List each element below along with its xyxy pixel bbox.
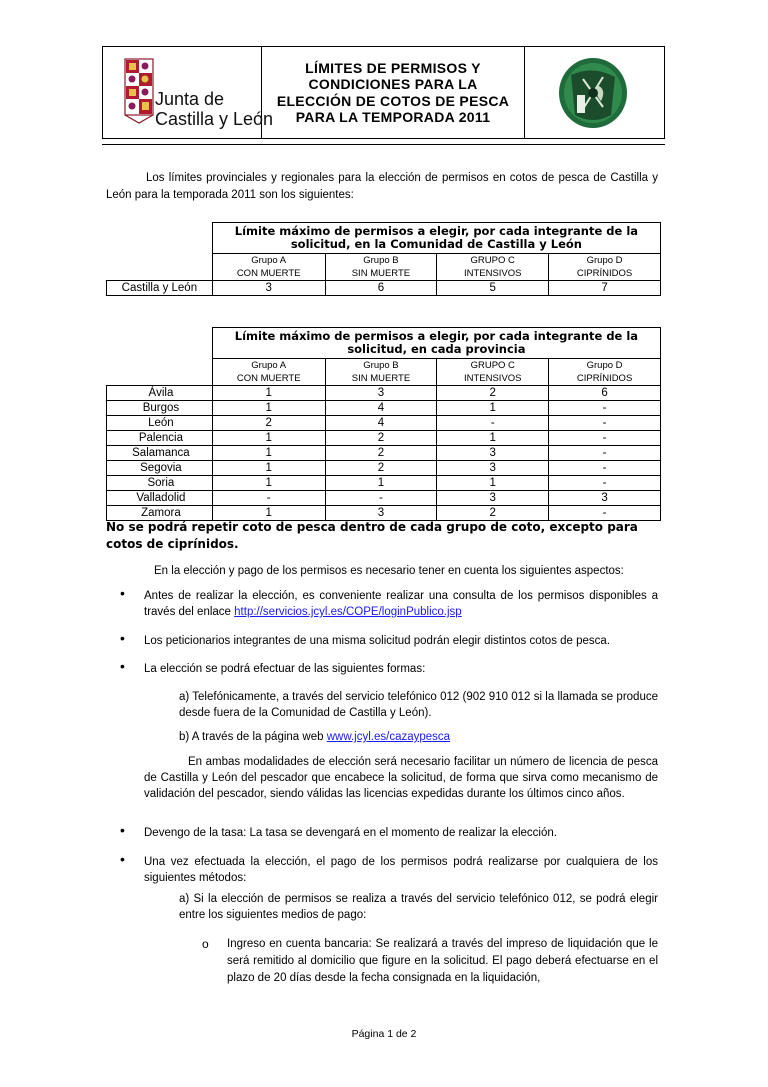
header-divider: [102, 144, 665, 145]
cazaypesca-link[interactable]: www.jcyl.es/cazaypesca: [326, 731, 451, 743]
group-header: Grupo B SIN MUERTE: [325, 254, 437, 281]
empty-cell: [107, 223, 213, 254]
bullet-item: Antes de realizar la elección, es conveniente realizar una consulta de los permisos disponibles a través del enlace http://servicios.jcyl.es/COPE/loginPublico.jsp: [144, 590, 658, 618]
fishing-emblem-icon: [553, 55, 633, 131]
title-line: LÍMITES DE PERMISOS Y: [305, 59, 481, 76]
province-name: Ávila: [107, 386, 213, 401]
table-cell: 1: [212, 476, 325, 491]
table-cell: -: [549, 431, 661, 446]
province-name: Burgos: [107, 401, 213, 416]
table-cell: 6: [325, 281, 437, 296]
bullet-icon: •: [120, 658, 125, 674]
bullet-item: Una vez efectuada la elección, el pago de los permisos podrá realizarse por cualquiera de los siguientes métodos:: [144, 856, 658, 884]
table-cell: 1: [437, 431, 549, 446]
table-cell: 2: [437, 386, 549, 401]
table-cell: 3: [212, 281, 325, 296]
logo-line1: Junta de: [155, 89, 225, 109]
intro-paragraph: [106, 170, 658, 204]
table-cell: 3: [325, 386, 437, 401]
bullet-item: La elección se podrá efectuar de las siguientes formas:: [144, 663, 426, 675]
emblem-cell: [525, 47, 664, 138]
table-cell: -: [549, 401, 661, 416]
table-row: [107, 281, 661, 296]
regional-limits-table: [106, 222, 661, 296]
table-cell: 1: [212, 401, 325, 416]
title-line: PARA LA TEMPORADA 2011: [295, 109, 491, 125]
table-cell: 4: [325, 401, 437, 416]
provincial-table-heading: Límite máximo de permisos a elegir, por cada integrante de la solicitud, en cada provincia: [212, 328, 660, 359]
table-row: [107, 461, 661, 476]
table-cell: 1: [325, 476, 437, 491]
regional-table-heading: Límite máximo de permisos a elegir, por cada integrante de la solicitud, en la Comunidad de Castilla y León: [212, 223, 660, 254]
province-name: Valladolid: [107, 491, 213, 506]
table-cell: 7: [549, 281, 661, 296]
table-cell: -: [549, 461, 661, 476]
table-cell: 3: [325, 506, 437, 521]
repeat-note: No se podrá repetir coto de pesca dentro de cada grupo de coto, excepto para cotos de ciprínidos.: [106, 520, 638, 551]
empty-cell: [107, 359, 213, 386]
castle-lion-shield-icon: [123, 57, 155, 127]
document-header: [102, 46, 665, 139]
group-header: GRUPO C INTENSIVOS: [437, 254, 549, 281]
table-cell: 2: [325, 461, 437, 476]
province-name: Zamora: [107, 506, 213, 521]
table-cell: 1: [437, 401, 549, 416]
table-cell: 2: [325, 431, 437, 446]
table-cell: 2: [212, 416, 325, 431]
table-row: [107, 401, 661, 416]
table-cell: 2: [437, 506, 549, 521]
table-cell: 1: [212, 446, 325, 461]
empty-cell: [107, 254, 213, 281]
group-header: Grupo A CON MUERTE: [212, 359, 325, 386]
sub-bullet-icon: o: [202, 937, 209, 951]
table-row: [107, 431, 661, 446]
payment-a: a) Si la elección de permisos se realiza a través del servicio telefónico 012, se podrá elegir entre los siguientes medios de pago:: [179, 893, 658, 921]
table-cell: 1: [212, 386, 325, 401]
empty-cell: [107, 328, 213, 359]
province-name: León: [107, 416, 213, 431]
table-cell: 4: [325, 416, 437, 431]
table-row: [107, 446, 661, 461]
province-name: Salamanca: [107, 446, 213, 461]
table-cell: 5: [437, 281, 549, 296]
aspects-intro: En la elección y pago de los permisos es necesario tener en cuenta los siguientes aspectos:: [154, 565, 624, 577]
page-footer: Página 1 de 2: [351, 1028, 417, 1040]
bullet-icon: •: [120, 822, 125, 838]
table-cell: -: [549, 506, 661, 521]
group-header: Grupo B SIN MUERTE: [325, 359, 437, 386]
table-cell: 2: [325, 446, 437, 461]
table-row: [107, 491, 661, 506]
group-header: Grupo A CON MUERTE: [212, 254, 325, 281]
bullet-icon: •: [120, 851, 125, 867]
province-name: Segovia: [107, 461, 213, 476]
table-cell: -: [549, 476, 661, 491]
provincial-limits-table: [106, 327, 661, 521]
title-line: ELECCIÓN DE COTOS DE PESCA: [276, 92, 510, 109]
bullet-item: Devengo de la tasa: La tasa se devengará en el momento de realizar la elección.: [144, 827, 557, 839]
table-cell: 1: [212, 461, 325, 476]
cope-link[interactable]: http://servicios.jcyl.es/COPE/loginPublico.jsp: [234, 606, 462, 618]
bullet-icon: •: [120, 585, 125, 601]
table-cell: 3: [437, 461, 549, 476]
table-cell: 1: [437, 476, 549, 491]
option-b: b) A través de la página web www.jcyl.es/cazaypesca: [179, 731, 451, 743]
document-title: [262, 47, 525, 138]
table-cell: 1: [212, 431, 325, 446]
bullet-item: Los peticionarios integrantes de una misma solicitud podrán elegir distintos cotos de pesca.: [144, 635, 611, 647]
table-cell: -: [325, 491, 437, 506]
table-row: [107, 416, 661, 431]
table-cell: 6: [549, 386, 661, 401]
table-cell: -: [437, 416, 549, 431]
table-cell: 3: [549, 491, 661, 506]
row-label: Castilla y León: [107, 281, 213, 296]
table-cell: 3: [437, 491, 549, 506]
province-name: Palencia: [107, 431, 213, 446]
group-header: Grupo D CIPRÍNIDOS: [549, 359, 661, 386]
table-cell: -: [549, 446, 661, 461]
option-a: a) Telefónicamente, a través del servicio telefónico 012 (902 910 012 si la llamada se produce desde fuera de la Comunidad de Castilla y León).: [179, 691, 658, 719]
logo-line2: Castilla y León: [155, 109, 274, 129]
intro-text: Los límites provinciales y regionales para la elección de permisos en cotos de pesca de Castilla y León para la temporada 2011 son los siguientes:: [106, 172, 658, 201]
table-row: [107, 476, 661, 491]
group-header: GRUPO C INTENSIVOS: [437, 359, 549, 386]
table-cell: 1: [212, 506, 325, 521]
table-cell: -: [549, 416, 661, 431]
group-header: Grupo D CIPRÍNIDOS: [549, 254, 661, 281]
table-cell: -: [212, 491, 325, 506]
payment-sub1: Ingreso en cuenta bancaria: Se realizará a través del impreso de liquidación que le será remitido al domicilio que figure en la solicitud. El pago deberá efectuarse en el plazo de 20 días desde la fecha consignada en la liquidación,: [227, 938, 658, 984]
table-cell: 3: [437, 446, 549, 461]
both-modes-paragraph: En ambas modalidades de elección será necesario facilitar un número de licencia de pesca de Castilla y León del pescador que encabece la solicitud, de forma que sirva como mecanismo de validación del pescador, siendo válidas las licencias expedidas durante los últimos cinco años.: [144, 756, 658, 800]
bullet-icon: •: [120, 630, 125, 646]
table-row: [107, 386, 661, 401]
logo-text: [155, 89, 273, 129]
junta-logo: [103, 47, 274, 138]
province-name: Soria: [107, 476, 213, 491]
title-line: CONDICIONES PARA LA: [308, 76, 478, 92]
